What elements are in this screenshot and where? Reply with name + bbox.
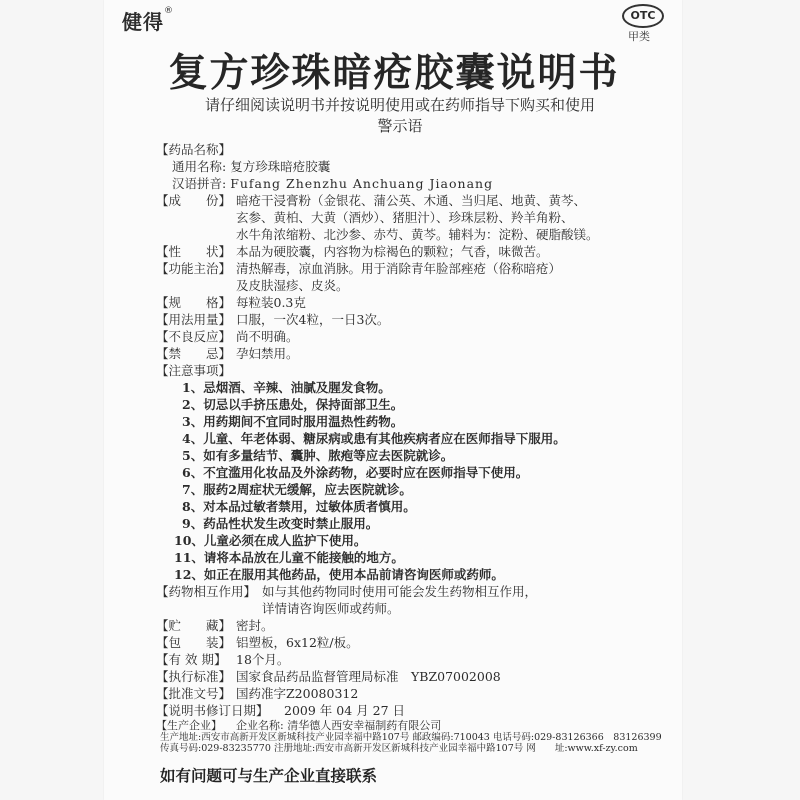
precaution-item: 11、请将本品放在儿童不能接触的地方。 [174, 550, 404, 565]
registered-address-value: 西安市高新开发区新城科技产业园幸福中路107号 [315, 743, 524, 754]
precaution-item: 3、用药期间不宜同时服用温热性药物。 [182, 414, 404, 429]
precaution-item: 1、忌烟酒、辛辣、油腻及腥发食物。 [182, 380, 391, 395]
validity-label: 【有 效 期】 [156, 652, 227, 667]
contraindications-value: 孕妇禁用。 [236, 346, 299, 361]
website-label: 网 址: [526, 743, 568, 754]
manufacturer-label: 【生产企业】 [156, 719, 222, 732]
approval-value: 国药准字Z20080312 [236, 686, 359, 701]
production-address-label: 生产地址: [160, 732, 202, 743]
spec-value: 每粒装0.3克 [236, 295, 306, 310]
precaution-item: 12、如正在服用其他药品，使用本品前请咨询医师或药师。 [174, 567, 504, 582]
otc-badge: OTC [622, 4, 664, 28]
adverse-value: 尚不明确。 [236, 329, 299, 344]
production-address-value: 西安市高新开发区新城科技产业园幸福中路107号 [201, 732, 410, 743]
warning-heading: 警示语 [377, 117, 423, 135]
revision-label: 【说明书修订日期】 [156, 703, 269, 718]
indications-line-1: 清热解毒，凉血消脉。用于消除青年脸部痤疮（俗称暗疮） [236, 261, 562, 276]
manufacturer-details [160, 732, 662, 743]
dosage-label: 【用法用量】 [156, 312, 232, 327]
ingredients-line-1: 暗疮干浸膏粉（金银花、蒲公英、木通、当归尾、地黄、黄芩、 [236, 193, 587, 208]
precaution-item: 4、儿童、年老体弱、糖尿病或患有其他疾病者应在医师指导下服用。 [182, 431, 566, 446]
storage-value: 密封。 [236, 618, 274, 633]
dosage-value: 口服，一次4粒，一日3次。 [236, 312, 390, 327]
company-name-value: 清华德人西安幸福制药有限公司 [287, 719, 442, 732]
ingredients-line-2: 玄参、黄柏、大黄（酒炒）、猪胆汁）、珍珠层粉、羚羊角粉、 [236, 210, 574, 225]
standard-value: 国家食品药品监督管理局标准 YBZ07002008 [236, 669, 501, 684]
approval-label: 【批准文号】 [156, 686, 232, 701]
precautions-label: 【注意事项】 [156, 363, 232, 378]
brand-logo [122, 6, 174, 35]
generic-name-value: 复方珍珠暗疮胶囊 [230, 159, 331, 174]
registered-address-label: 注册地址: [273, 743, 316, 754]
ingredients-line-3: 水牛角浓缩粉、北沙参、赤芍、黄芩。辅料为：淀粉、硬脂酸镁。 [236, 227, 599, 242]
package-label: 【包 装】 [156, 635, 232, 650]
ingredients-label: 【成 份】 [156, 193, 232, 208]
spec-label: 【规 格】 [156, 295, 232, 310]
phone-label: 电话号码: [492, 732, 535, 743]
manufacturer-details-2 [160, 743, 638, 754]
generic-name-label: 通用名称: [172, 159, 227, 174]
indications-label: 【功能主治】 [156, 261, 232, 276]
contact-footer: 如有问题可与生产企业直接联系 [160, 767, 378, 785]
pinyin-label: 汉语拼音: [172, 176, 227, 191]
brand-name: 健得 [122, 10, 164, 34]
fax-value: 029-83235770 [201, 743, 271, 754]
storage-label: 【贮 藏】 [156, 618, 232, 633]
precaution-item: 9、药品性状发生改变时禁止服用。 [182, 516, 379, 531]
properties-label: 【性 状】 [156, 244, 232, 259]
package-value: 铝塑板，6x12粒/板。 [236, 635, 359, 650]
standard-label: 【执行标准】 [156, 669, 232, 684]
validity-value: 18个月。 [236, 652, 290, 667]
precaution-item: 10、儿童必须在成人监护下使用。 [174, 533, 367, 548]
pinyin-value: Fufang Zhenzhu Anchuang Jiaonang [230, 176, 494, 191]
company-name-label: 企业名称: [236, 719, 284, 732]
precaution-item: 8、对本品过敏者禁用，过敏体质者慎用。 [182, 499, 416, 514]
page-title: 复方珍珠暗疮胶囊说明书 [168, 51, 620, 96]
contraindications-label: 【禁 忌】 [156, 346, 232, 361]
interactions-line-2: 详情请咨询医师或药师。 [262, 601, 400, 616]
precaution-item: 7、服药2周症状无缓解，应去医院就诊。 [182, 482, 412, 497]
indications-line-2: 及皮肤湿疹、皮炎。 [236, 278, 349, 293]
adverse-label: 【不良反应】 [156, 329, 232, 344]
interactions-label: 【药物相互作用】 [156, 584, 257, 599]
reading-instruction: 请仔细阅读说明书并按说明使用或在药师指导下购买和使用 [204, 96, 595, 114]
generic-name-row [172, 158, 330, 175]
postal-code-label: 邮政编码: [412, 732, 454, 743]
postal-code-value: 710043 [453, 732, 490, 743]
interactions-line-1: 如与其他药物同时使用可能会发生药物相互作用， [262, 584, 538, 599]
precaution-item: 2、切忌以手挤压患处，保持面部卫生。 [182, 397, 404, 412]
phone-value: 029-83126366 83126399 [534, 732, 662, 743]
revision-value: 2009 年 04 月 27 日 [284, 703, 405, 718]
precaution-item: 6、不宜滥用化妆品及外涂药物，必要时应在医师指导下使用。 [182, 465, 529, 480]
pinyin-row [172, 175, 493, 192]
registered-mark: ® [164, 6, 174, 16]
section-drug-name: 【药品名称】 [156, 142, 232, 157]
precaution-item: 5、如有多量结节、囊肿、脓疱等应去医院就诊。 [182, 448, 454, 463]
otc-class: 甲类 [628, 30, 650, 43]
fax-label: 传真号码: [160, 743, 202, 754]
website-value: www.xf-zy.com [567, 743, 638, 754]
properties-value: 本品为硬胶囊，内容物为棕褐色的颗粒；气香，味微苦。 [236, 244, 549, 259]
manufacturer-name-row [236, 719, 441, 732]
